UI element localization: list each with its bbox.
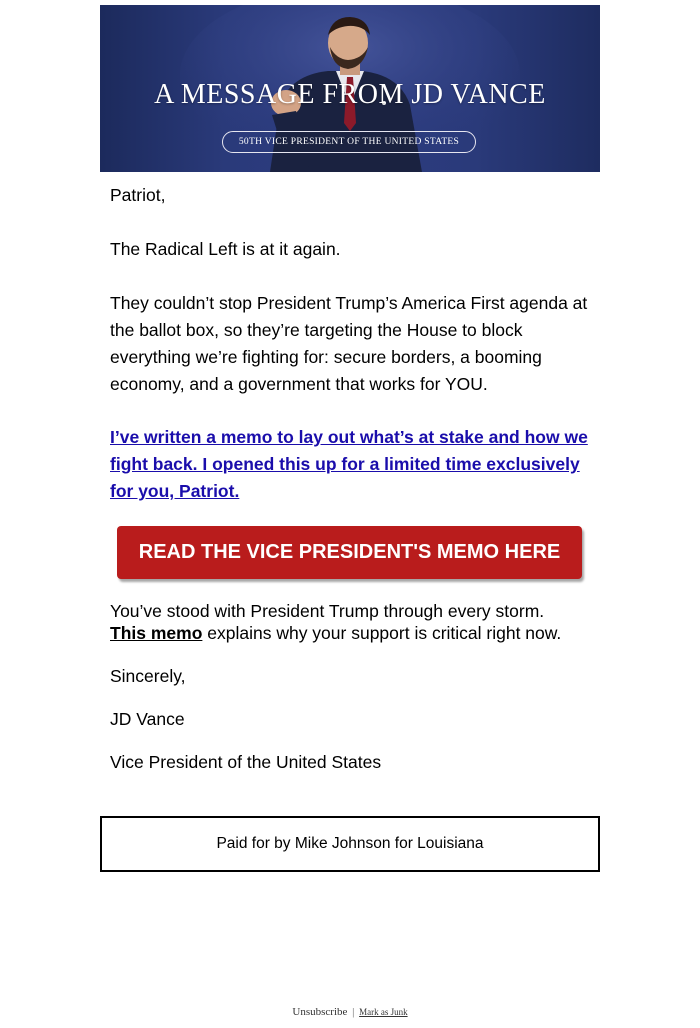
unsubscribe-link[interactable]: Unsubscribe [292,1006,348,1018]
storm-text: You’ve stood with President Trump through every storm. [110,601,545,621]
this-memo-link[interactable]: This memo [110,623,203,643]
mark-as-junk-link[interactable]: Mark as Junk [359,1007,408,1017]
memo-text-link[interactable]: I’ve written a memo to lay out what’s at stake and how we fight back. I opened this up for a limited time exclusively for you, Patriot. [110,427,588,501]
header-banner [100,5,600,172]
banner-title: A MESSAGE FROM JD VANCE [154,79,546,110]
explains-text: explains why your support is critical right now. [202,623,562,643]
closing: Sincerely, [110,666,186,686]
signature-title: Vice President of the United States [110,752,382,772]
support-paragraph [110,600,600,644]
banner-subtitle-pill: 50TH VICE PRESIDENT OF THE UNITED STATES [222,131,476,153]
footer-separator: | [352,1006,355,1018]
greeting: Patriot, [110,185,166,205]
intro-paragraph: The Radical Left is at it again. [110,239,341,259]
email-footer [0,1006,700,1018]
read-memo-button[interactable]: READ THE VICE PRESIDENT'S MEMO HERE [117,526,582,579]
signature-name: JD Vance [110,709,185,729]
body-paragraph: They couldn’t stop President Trump’s America First agenda at the ballot box, so they’re targeting the House to block everything we’re fighting for: secure borders, a booming economy, and a government that works for YOU. [110,293,588,394]
paid-for-disclaimer: Paid for by Mike Johnson for Louisiana [100,816,600,872]
